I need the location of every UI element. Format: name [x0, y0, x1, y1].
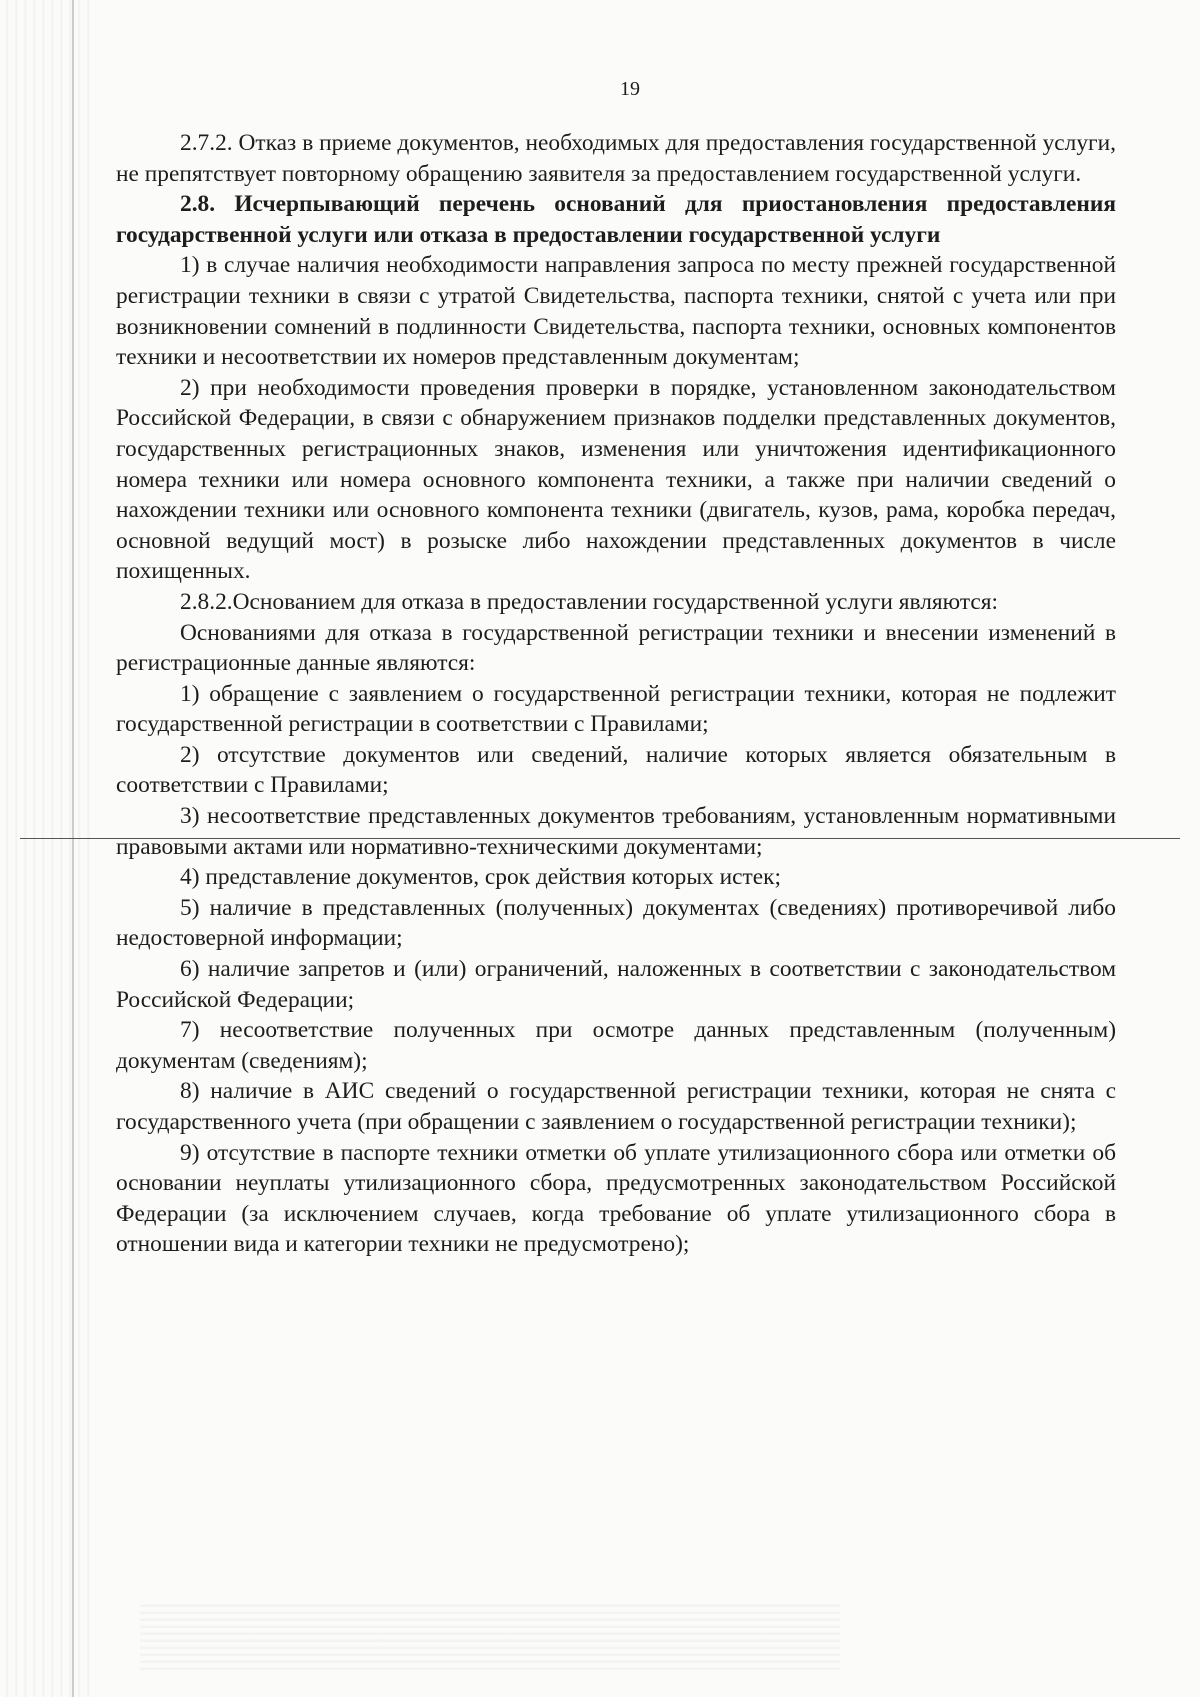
page-number: 19: [620, 78, 640, 100]
refusal-item-1: 1) обращение с заявлением о государственной регистрации техники, которая не подлежит государственной регистрации в соответствии с Правилами;: [116, 680, 1116, 738]
paragraph-refusal-grounds: Основаниями для отказа в государственной регистрации техники и внесении изменений в регистрационные данные являются:: [116, 619, 1116, 677]
paragraph-2-7-2: 2.7.2. Отказ в приеме документов, необходимых для предоставления государственной услуги, не препятствует повторному обращению заявителя за предоставлением государственной услуги.: [116, 130, 1116, 187]
refusal-item-7: 7) несоответствие полученных при осмотре данных представленным (полученным) документам (сведениям);: [116, 1017, 1116, 1074]
scan-noise: [140, 1600, 840, 1670]
paragraph-item-2: 2) при необходимости проведения проверки в порядке, установленном законодательством Российской Федерации, в связи с обнаружением признаков подделки представленных документов, государственных регистрационных знаков, изменения или уничтожения идентификационного номера техники или номера основного компонента техники, а также при наличии сведений о нахождении техники или основного компонента техники (двигатель, кузов, рама, коробка передач, основной ведущий мост) в розыске либо нахождении представленных документов в числе похищенных.: [116, 374, 1116, 585]
section-heading-2-8: 2.8. Исчерпывающий перечень оснований для приостановления предоставления государственной услуги или отказа в предоставлении государственной услуги: [116, 191, 1116, 248]
refusal-item-8: 8) наличие в АИС сведений о государственной регистрации техники, которая не снята с государственного учета (при обращении с заявлением о государственной регистрации техники);: [116, 1078, 1116, 1135]
paragraph-2-8-2: 2.8.2.Основанием для отказа в предоставлении государственной услуги являются:: [180, 588, 998, 615]
scan-edge-line: [72, 0, 74, 1697]
refusal-item-6: 6) наличие запретов и (или) ограничений, наложенных в соответствии с законодательством Российской Федерации;: [116, 956, 1116, 1013]
refusal-item-2: 2) отсутствие документов или сведений, наличие которых является обязательным в соответствии с Правилами;: [116, 741, 1116, 799]
paragraph-item-1: 1) в случае наличия необходимости направления запроса по месту прежней государственной регистрации техники в связи с утратой Свидетельства, паспорта техники, снятой с учета или при возникновении сомнений в подлинности Свидетельства, паспорта техники, основных компонентов техники и несоответствии их номеров представленным документам;: [116, 252, 1116, 371]
document-body: [116, 128, 1116, 1260]
refusal-item-5: 5) наличие в представленных (полученных) документах (сведениях) противоречивой либо недостоверной информации;: [116, 894, 1116, 952]
refusal-item-3: 3) несоответствие представленных документов требованиям, установленным нормативными правовыми актами или нормативно-техническими документами;: [116, 803, 1116, 860]
refusal-item-4: 4) представление документов, срок действия которых истек;: [180, 864, 781, 891]
scan-edge-artifact: [0, 0, 95, 1697]
refusal-item-9: 9) отсутствие в паспорте техники отметки об уплате утилизационного сбора или отметки об основании неуплаты утилизационного сбора, предусмотренных законодательством Российской Федерации (за исключением случаев, когда требование об уплате утилизационного сбора в отношении вида и категории техники не предусмотрено);: [116, 1139, 1116, 1258]
